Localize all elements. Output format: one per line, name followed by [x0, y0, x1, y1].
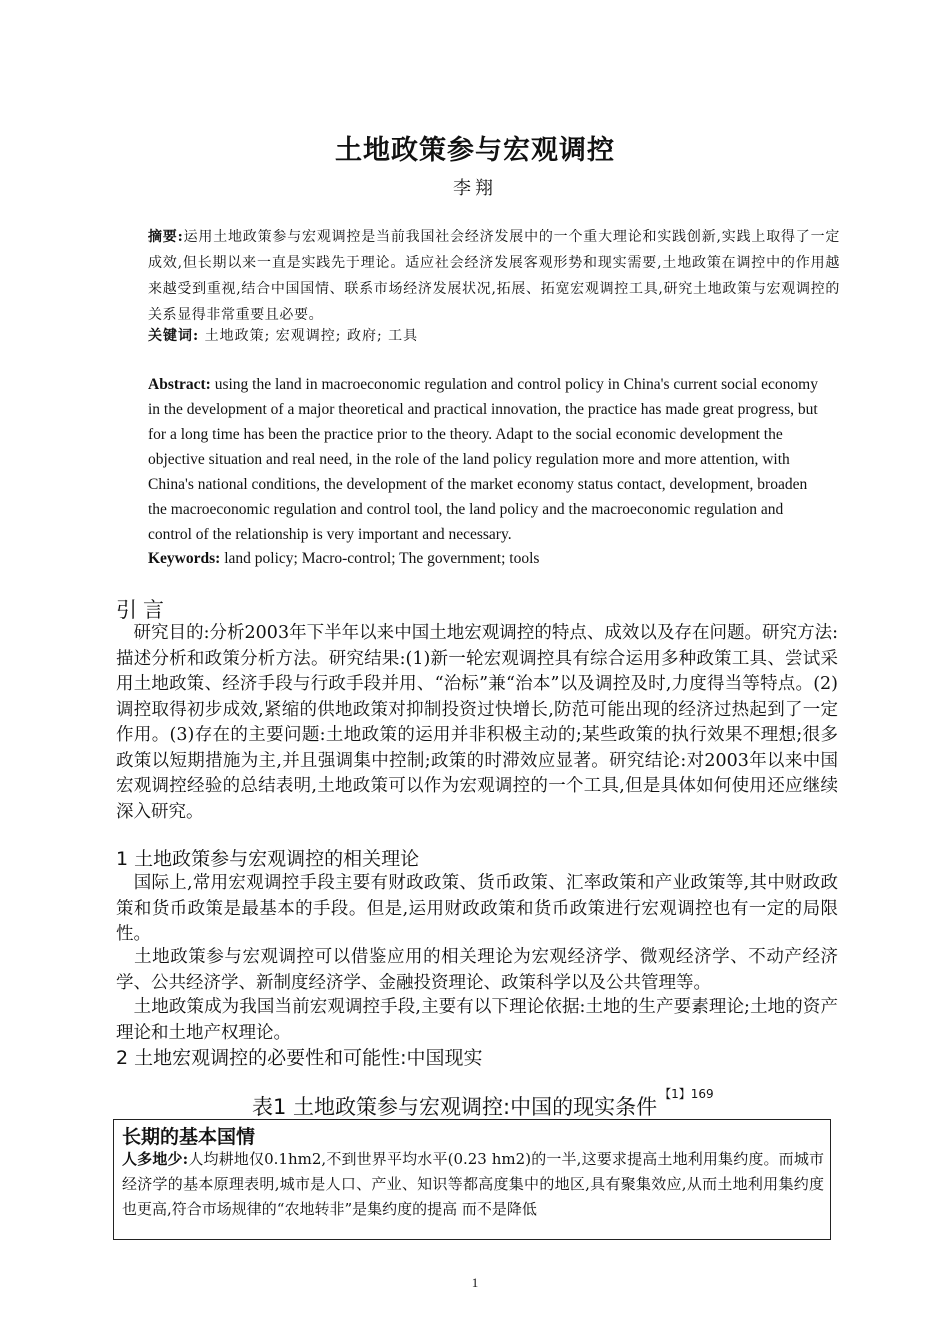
section1-p1-text: 国际上,常用宏观调控手段主要有财政政策、货币政策、汇率政策和产业政策等,其中财政政策和货币政策是最基本的手段。但是,运用财政政策和货币政策进行宏观调控也有一定的局限性。 — [116, 873, 838, 944]
author-name: 李翔 — [453, 178, 497, 199]
abstract-cn-label: 摘要: — [148, 229, 184, 245]
intro-text: 研究目的:分析2003年下半年以来中国土地宏观调控的特点、成效以及存在问题。研究方法:描述分析和政策分析方法。研究结果:(1)新一轮宏观调控具有综合运用多种政策工具、尝试采用土地政策、经济手段与行政手段并用、“治标”兼“治本”以及调控及时,力度得当等特点。(2)调控取得初步成效,紧缩的供地政策对抑制投资过快增长,防范可能出现的经济过热起到了一定作用。(3)存在的主要问题:土地政策的运用并非积极主动的;某些政策的执行效果不理想;很多政策以短期措施为主,并且强调集中控制;政策的时滞效应显著。研究结论:对2003年以来中国宏观调控经验的总结表明,土地政策可以作为宏观调控的一个工具,但是具体如何使用还应继续深入研究。 — [116, 623, 839, 822]
section1-paragraph-1 — [116, 871, 838, 948]
keywords-cn — [148, 324, 840, 348]
abstract-en-text: using the land in macroeconomic regulation and control policy in China's current social economy in the development of a major theoretical and practical innovation, the practice has made great progress, but for a long time has been the practice prior to the theory. Adapt to the social economic development the objective situation and real need, in the role of the land policy regulation more and more attention, with China's national conditions, the development of the market economy status contact, development, broaden the macroeconomic regulation and control tool, the land policy and the macroeconomic regulation and control of the relationship is very important and necessary. — [148, 376, 818, 543]
table-header: 长期的基本国情 — [122, 1126, 256, 1148]
abstract-en — [148, 372, 828, 547]
table-row-label: 人多地少: — [122, 1150, 189, 1168]
keywords-en-label: Keywords: — [148, 550, 221, 567]
abstract-cn — [148, 224, 840, 328]
keywords-cn-label: 关键词: — [148, 328, 200, 344]
section1-paragraph-2 — [116, 945, 838, 996]
intro-heading: 引言 — [116, 598, 170, 622]
keywords-cn-text: 土地政策; 宏观调控; 政府; 工具 — [204, 328, 419, 344]
table-row-text: 人均耕地仅0.1hm2,不到世界平均水平(0.23 hm2)的一半,这要求提高土地利用集约度。而城市经济学的基本原理表明,城市是人口、产业、知识等都高度集中的地区,具有聚集效应,从而土地利用集约度也更高,符合市场规律的“农地转非”是集约度的提高 而不是降低 — [122, 1150, 824, 1218]
abstract-en-label: Abstract: — [148, 376, 211, 393]
keywords-en-text: land policy; Macro-control; The government; tools — [224, 550, 540, 567]
section1-heading: 1 土地政策参与宏观调控的相关理论 — [116, 848, 420, 870]
table-caption-ref: 【1】169 — [659, 1087, 714, 1101]
table-row — [122, 1147, 824, 1222]
keywords-en — [148, 546, 828, 571]
section1-p3-text: 土地政策成为我国当前宏观调控手段,主要有以下理论依据:土地的生产要素理论;土地的资产理论和土地产权理论。 — [116, 997, 839, 1043]
abstract-cn-text: 运用土地政策参与宏观调控是当前我国社会经济发展中的一个重大理论和实践创新,实践上取得了一定成效,但长期以来一直是实践先于理论。适应社会经济发展客观形势和现实需要,土地政策在调控中的作用越来越受到重视,结合中国国情、联系市场经济发展状况,拓展、拓宽宏观调控工具,研究土地政策与宏观调控的关系显得非常重要且必要。 — [148, 229, 841, 323]
table-caption-text: 表1 土地政策参与宏观调控:中国的现实条件 — [252, 1095, 658, 1119]
paper-title: 土地政策参与宏观调控 — [335, 135, 615, 166]
conditions-table — [113, 1119, 831, 1240]
intro-paragraph: ​研究目的:分析2003年下半年以来中国土地宏观调控的特点、成效以及存在问题。研究方法:描述分析和政策分析方法。研究结果:(1)新一轮宏观调控具有综合运用多种政策工具、尝试采用土地政策、经济手段与行政手段并用、“治标”兼“治本”以及调控及时,力度得当等特点。(2)调控取得初步成效,紧缩的供地政策对抑制投资过快增长,防范可能出现的经济过热起到了一定作用。(3)存在的主要问题:土地政策的运用并非积极主动的;某些政策的执行效果不理想;很多政策以短期措施为主,并且强调集中控制;政策的时滞效应显著。研究结论:对2003年以来中国宏观调控经验的总结表明,土地政策可以作为宏观调控的一个工具,但是具体如何使用还应继续深入研究。 — [116, 623, 839, 822]
table-caption — [252, 1087, 714, 1121]
section1-p2-text: 土地政策参与宏观调控可以借鉴应用的相关理论为宏观经济学、微观经济学、不动产经济学、公共经济学、新制度经济学、金融投资理论、政策科学以及公共管理等。 — [116, 947, 839, 993]
page-number: 1 — [471, 1275, 479, 1290]
section1-paragraph-3 — [116, 995, 838, 1046]
section2-heading: 2 土地宏观调控的必要性和可能性:中国现实 — [116, 1047, 483, 1069]
